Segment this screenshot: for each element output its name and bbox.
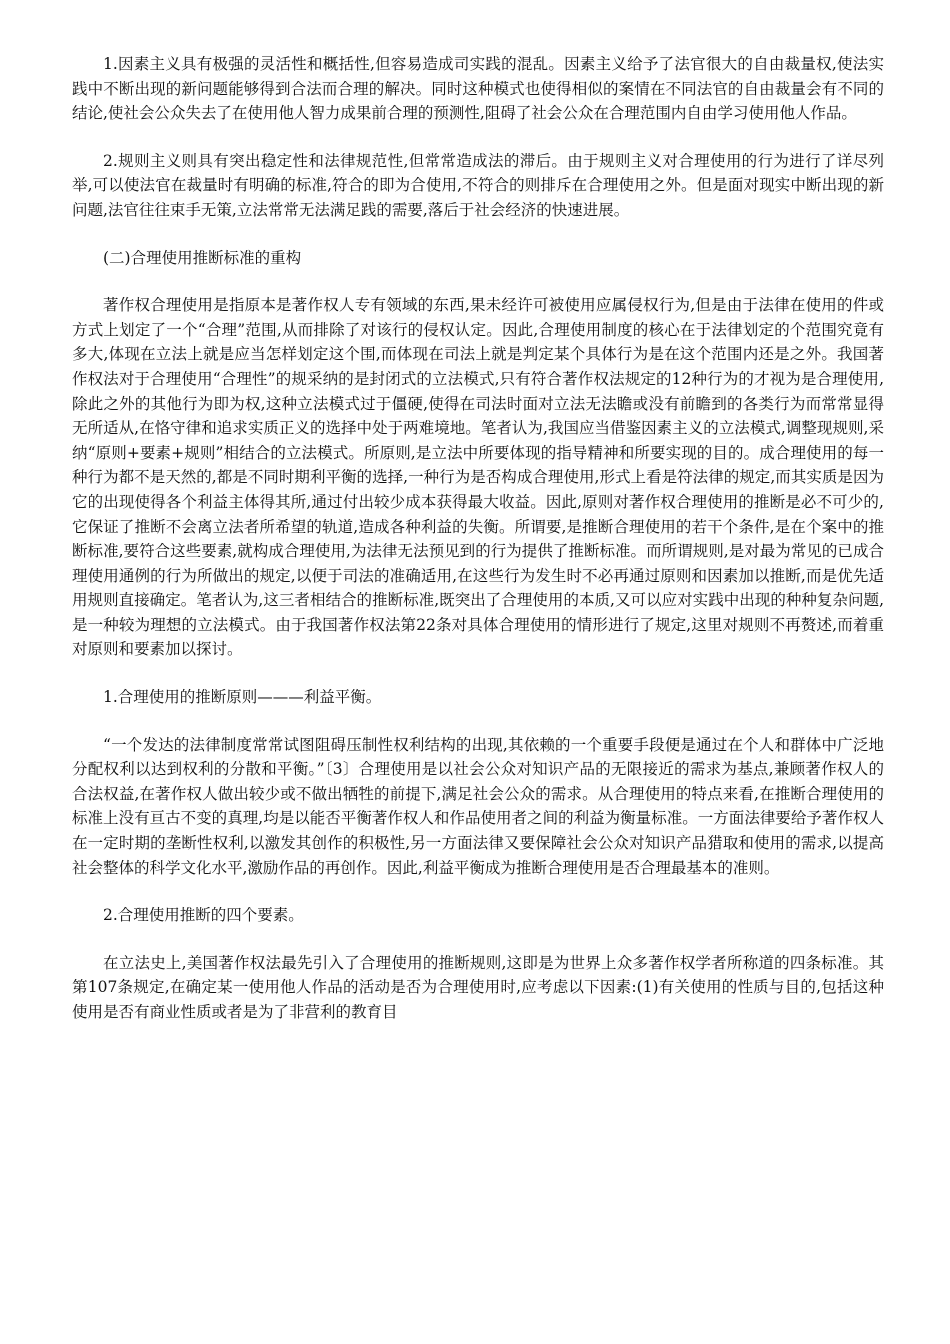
document-page xyxy=(72,52,884,1048)
paragraph-fair-use-definition: 著作权合理使用是指原本是著作权人专有领域的东西,果未经许可被使用应属侵权行为,但是由于法律在使用的件或方式上划定了一个“合理”范围,从而排除了对该行的侵权认定。因此,合理使用制度的核心在于法律划定的个范围究竟有多大,体现在立法上就是应当怎样划定这个围,而体现在司法上就是判定某个具体行为是在这个范围内还是之外。我国著作权法对于合理使用“合理性”的规采纳的是封闭式的立法模式,只有符合著作权法规定的12种行为的才视为是合理使用,除此之外的其他行为即为权,这种立法模式过于僵硬,使得在司法时面对立法无法瞻或没有前瞻到的各类行为而常常显得无所适从,在恪守律和追求实质正义的选择中处于两难境地。笔者认为,我国应当借鉴因素主义的立法模式,调整现规则,采纳“原则+要素+规则”相结合的立法模式。所原则,是立法中所要体现的指导精神和所要实现的目的。成合理使用的每一种行为都不是天然的,都是不同时期利平衡的选择,一种行为是否构成合理使用,形式上看是符法律的规定,而其实质是因为它的出现使得各个利益主体得其所,通过付出较少成本获得最大收益。因此,原则对著作权合理使用的推断是必不可少的,它保证了推断不会离立法者所希望的轨道,造成各种利益的失衡。所谓要,是推断合理使用的若干个条件,是在个案中的推断标准,要符合这些要素,就构成合理使用,为法律无法预见到的行为提供了推断标准。而所谓规则,是对最为常见的已成合理使用通例的行为所做出的规定,以便于司法的准确适用,在这些行为发生时不必再通过原则和因素加以推断,而是优先适用规则直接确定。笔者认为,这三者相结合的推断标准,既突出了合理使用的本质,又可以应对实践中出现的种种复杂问题,是一种较为理想的立法模式。由于我国著作权法第22条对具体合理使用的情形进行了规定,这里对规则不再赘述,而着重对原则和要素加以探讨。 xyxy=(72,296,884,659)
paragraph-rulism: 2.规则主义则具有突出稳定性和法律规范性,但常常造成法的滞后。由于规则主义对合理使用的行为进行了详尽列举,可以使法官在裁量时有明确的标准,符合的即为合使用,不符合的则排斥在合理使用之外。但是面对现实中断出现的新问题,法官往往束手无策,立法常常无法满足践的需要,落后于社会经济的快速进展。 xyxy=(72,151,884,219)
paragraph-balance-quote: “一个发达的法律制度常常试图阻碍压制性权利结构的出现,其依赖的一个重要手段便是通过在个人和群体中广泛地分配权利以达到权利的分散和平衡。”〔3〕合理使用是以社会公众对知识产品的无限接近的需求为基点,兼顾著作权人的合法权益,在著作权人做出较少或不做出牺牲的前提下,满足社会公众的需求。从合理使用的特点来看,在推断合理使用的标准上没有亘古不变的真理,均是以能否平衡著作权人和作品使用者之间的利益为衡量标准。一方面法律要给予著作权人在一定时期的垄断性权利,以激发其创作的积极性,另一方面法律又要保障社会公众对知识产品猎取和使用的需求,以提高社会整体的科学文化水平,激励作品的再创作。因此,利益平衡成为推断合理使用是否合理最基本的准则。 xyxy=(72,735,884,877)
paragraph-factorism: 1.因素主义具有极强的灵活性和概括性,但容易造成司实践的混乱。因素主义给予了法官很大的自由裁量权,使法实践中不断出现的新问题能够得到合法而合理的解决。同时这种模式也使得相似的案情在不同法官的自由裁量会有不同的结论,使社会公众失去了在使用他人智力成果前合理的预测性,阻碍了社会公众在合理范围内自由学习使用他人作品。 xyxy=(72,55,884,123)
subheading-balance-principle: 1.合理使用的推断原则———利益平衡。 xyxy=(103,688,382,707)
paragraph-us-copyright: 在立法史上,美国著作权法最先引入了合理使用的推断规则,这即是为世界上众多著作权学者所称道的四条标准。其第107条规定,在确定某一使用他人作品的活动是否为合理使用时,应考虑以下因素:(1)有关使用的性质与目的,包括这种使用是否有商业性质或者是为了非营利的教育目 xyxy=(72,953,884,1021)
section-heading-reconstruction: (二)合理使用推断标准的重构 xyxy=(103,248,302,267)
subheading-four-factors: 2.合理使用推断的四个要素。 xyxy=(103,906,304,925)
